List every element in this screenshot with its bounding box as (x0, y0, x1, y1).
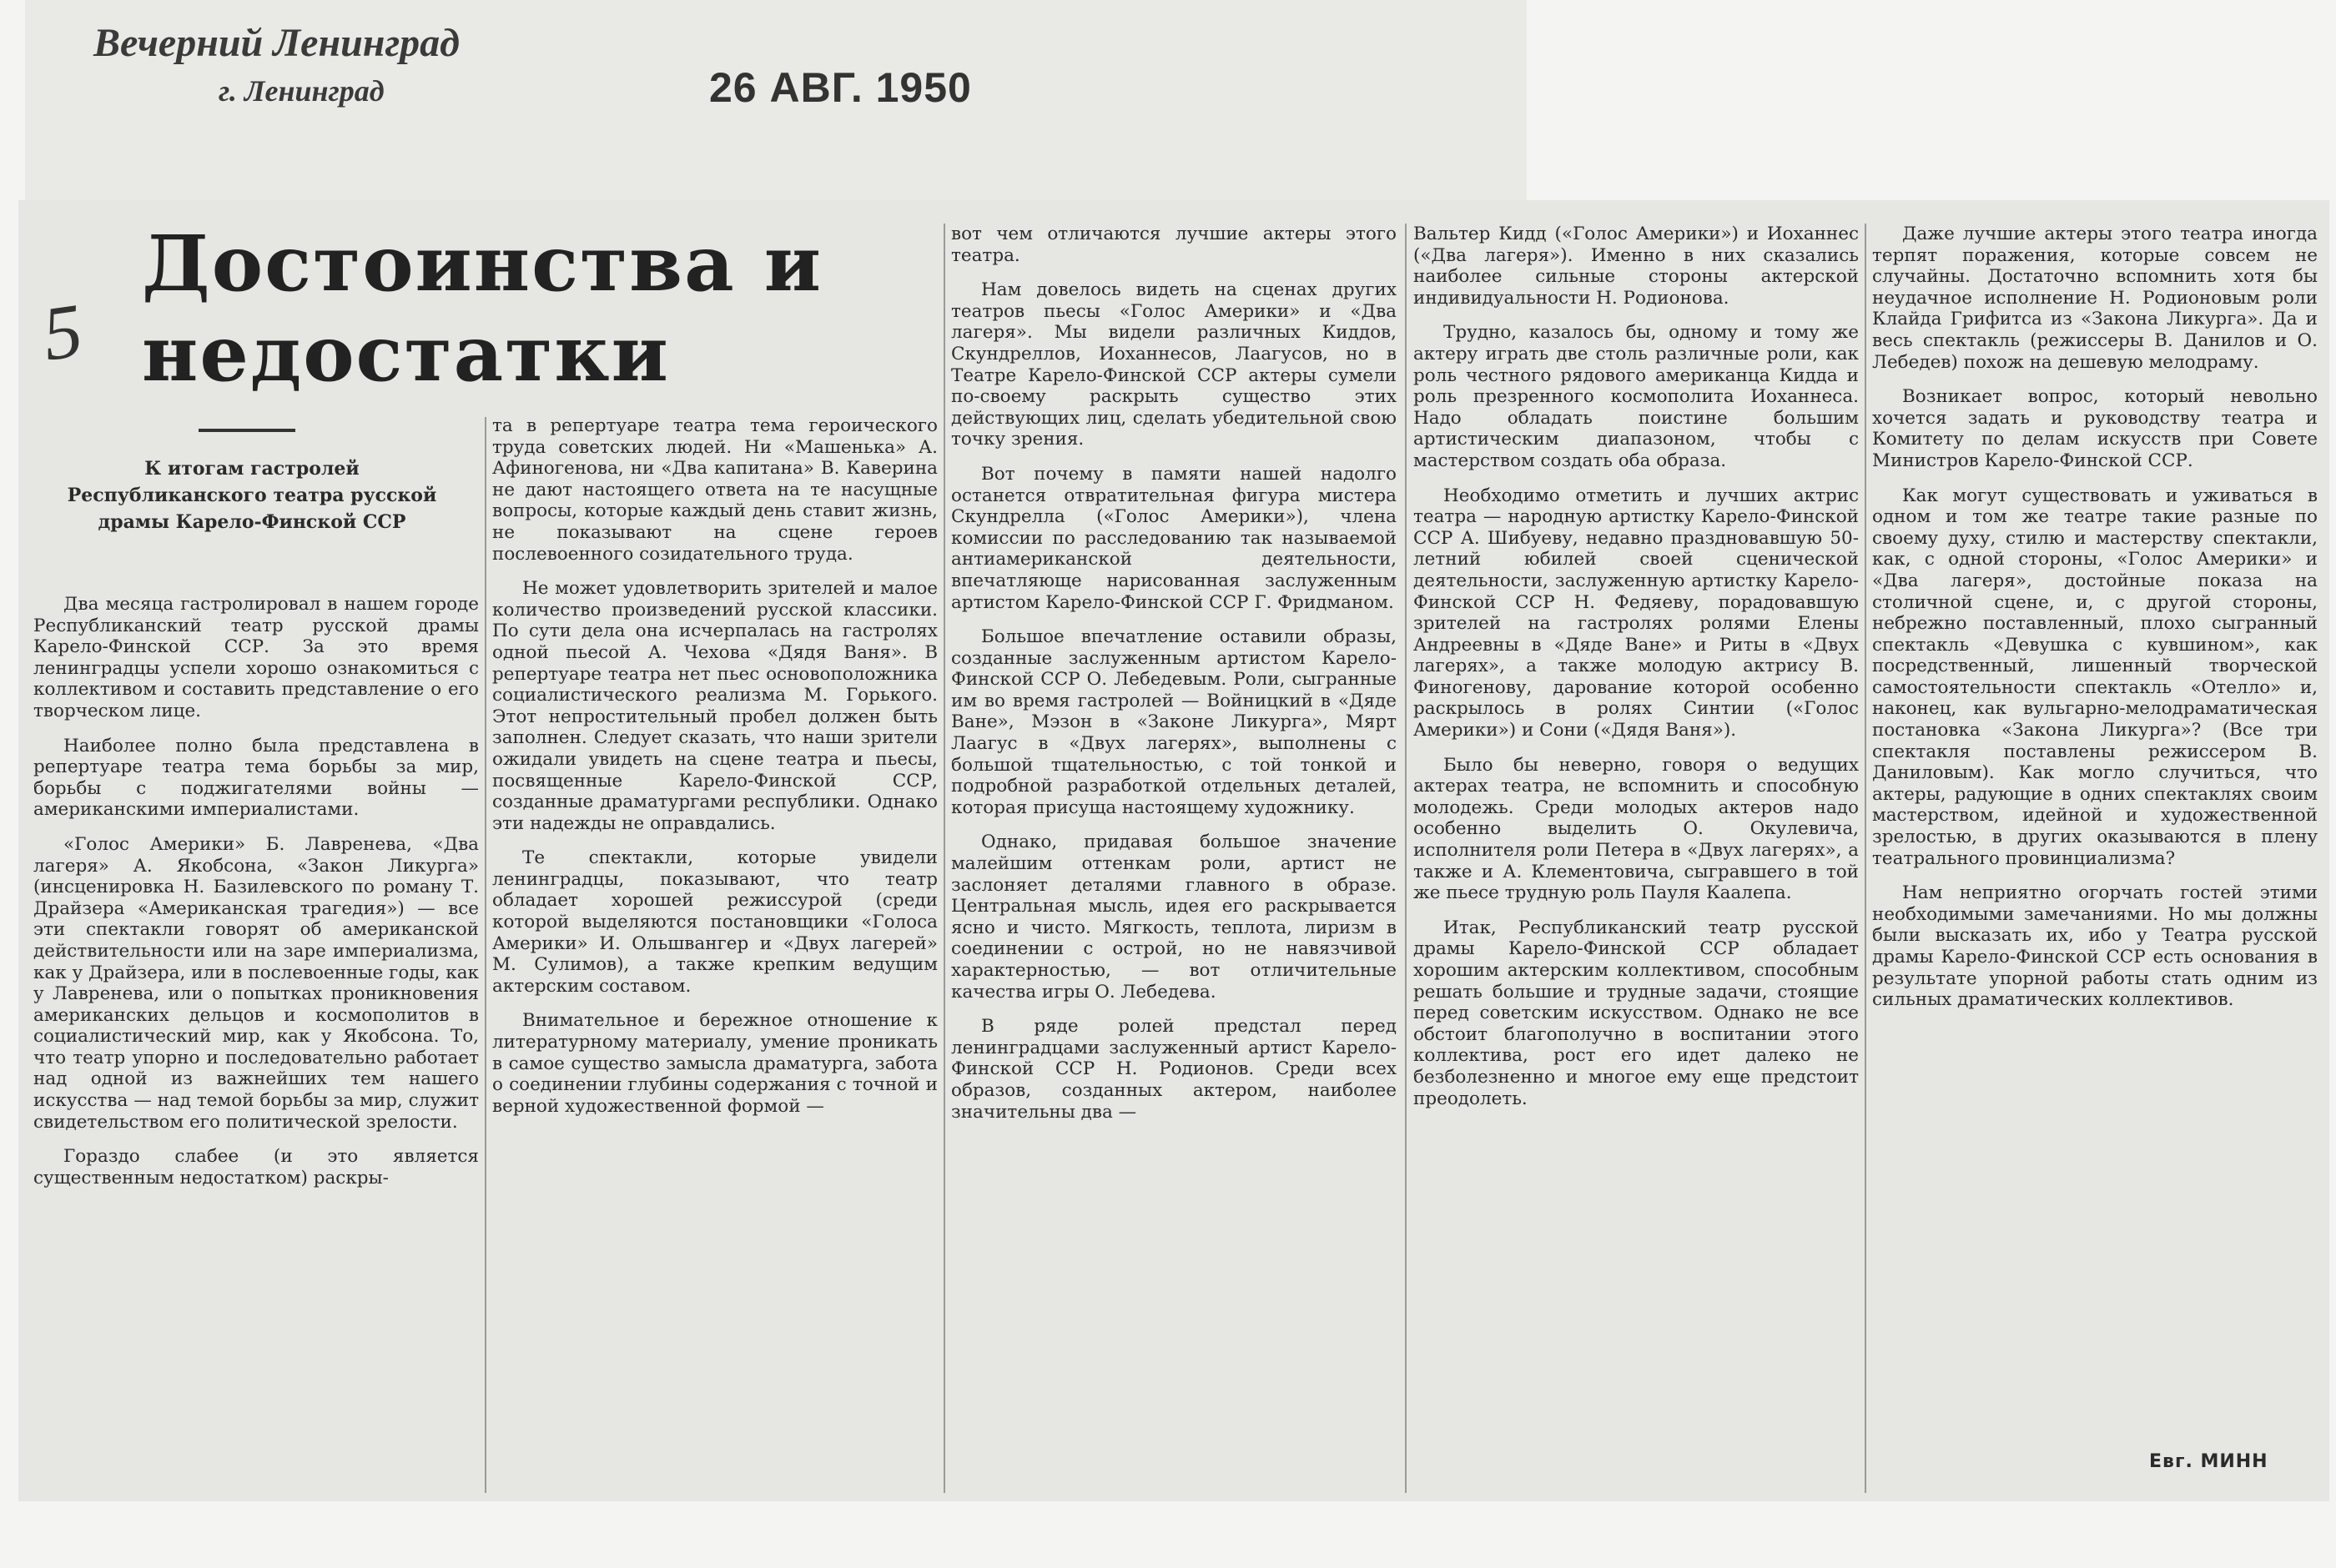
paragraph: Было бы неверно, говоря о ведущих актерах театра, не вспомнить и способную молодежь. Среди молодых актеров надо особенно выделить О. Окулевича, исполнителя роли Петера в «Двух лагерях», а также и А. Клементовича, сыгравшего в той же пьесе трудную роль Пауля Каалепа. (1413, 754, 1859, 904)
column-divider (944, 224, 945, 1493)
margin-handwritten-mark: 5 (38, 287, 88, 377)
article-subtitle: К итогам гастролей Республиканского театра русской драмы Карело-Финской ССР (67, 458, 437, 533)
paragraph: Нам довелось видеть на сценах других театров пьесы «Голос Америки» и «Два лагеря». Мы видели различных Киддов, Скундреллов, Иоханнесов, Лаагусов, но в Театре Карело-Финской ССР актеры сумели по-своему раскрыть существо этих действующих лиц, сделать убедительной свою точку зрения. (951, 279, 1397, 450)
paragraph: Вот почему в памяти нашей надолго останется отвратительная фигура мистера Скундрелла («Голос Америки»), члена комиссии по расследованию так называемой антиамериканской деятельности, впечатляюще нарисованная заслуженным артистом Карело-Финской ССР Г. Фридманом. (951, 463, 1397, 613)
author-signature: Евг. МИНН (2149, 1451, 2268, 1472)
article-column-3 (951, 224, 1397, 1136)
article-title: Достоинства и недостатки (142, 219, 823, 399)
article-column-2 (492, 415, 938, 1130)
paragraph: Итак, Республиканский театр русской драмы Карело-Финской ССР обладает хорошим актерским коллективом, способным решать большие и трудные задачи, стоящие перед советским искусством. Однако не все обстоит благополучно в воспитании этого коллектива, рост его идет далеко не безболезненно и многое ему еще предстоит преодолеть. (1413, 917, 1859, 1109)
column-divider (1865, 224, 1866, 1493)
paragraph: Трудно, казалось бы, одному и тому же актеру играть две столь различные роли, как роль честного рядового американца Кидда и роль презренного космополита Иоханнеса. Надо обладать поистине большим артистическим диапазоном, чтобы с мастерством создать оба образа. (1413, 322, 1859, 471)
paragraph: В ряде ролей предстал перед ленинградцами заслуженный артист Карело-Финской ССР Н. Родионов. Среди всех образов, созданных актером, наиболее значительны два — (951, 1016, 1397, 1123)
date-stamp: 26 АВГ. 1950 (709, 64, 972, 111)
paragraph: «Голос Америки» Б. Лавренева, «Два лагеря» А. Якобсона, «Закон Ликурга» (инсценировка Н. Базилевского по роману Т. Драйзера «Американская трагедия») — все эти спектакли говорят об американской действительности или на заре империализма, как у Драйзера, или в послевоенные годы, как у Лавренева, или о попытках проникновения американских дельцов и космополитов в социалистический мир, как у Якобсона. То, что театр упорно и последовательно работает над одной из важнейших тем нашего искусства — над темой борьбы за мир, служит свидетельством его политической зрелости. (33, 833, 479, 1133)
paragraph: Нам неприятно огорчать гостей этими необходимыми замечаниями. Но мы должны были высказать их, ибо у Театра русской драмы Карело-Финской ССР есть основания в результате упорной работы стать одним из сильных драматических коллективов. (1872, 882, 2318, 1011)
paragraph: Не может удовлетворить зрителей и малое количество произведений русской классики. По сути дела она исчерпалась на гастролях одной пьесой А. Чехова «Дядя Ваня». В репертуаре театра нет пьес основоположника социалистического реализма М. Горького. Этот непростительный пробел должен быть заполнен. Следует сказать, что наши зрители ожидали увидеть на сцене театра и пьесы, посвященные Карело-Финской ССР, созданные драматургами республики. Однако эти надежды не оправдались. (492, 578, 938, 834)
paragraph: Внимательное и бережное отношение к литературному материалу, умение проникать в самое существо замысла драматурга, забота о соединении глубины содержания с точной и верной художественной формой — (492, 1010, 938, 1117)
paragraph: Вальтер Кидд («Голос Америки») и Иоханнес («Два лагеря»). Именно в них сказались наиболее сильные стороны актерской индивидуальности Н. Родионова. (1413, 224, 1859, 309)
article-column-1 (33, 594, 479, 1202)
paragraph: Даже лучшие актеры этого театра иногда терпят поражения, которые совсем не случайны. Достаточно вспомнить хотя бы неудачное исполнение Н. Родионовым роли Клайда Грифитса из «Закона Ликурга». Да и весь спектакль (режиссеры В. Данилов и О. Лебедев) похож на дешевую мелодраму. (1872, 224, 2318, 373)
paragraph: Наиболее полно была представлена в репертуаре театра тема борьбы за мир, борьбы с поджигателями войны — американскими империалистами. (33, 735, 479, 821)
column-divider (1405, 224, 1407, 1493)
paragraph: Гораздо слабее (и это является существенным недостатком) раскры- (33, 1146, 479, 1189)
article-column-4 (1413, 224, 1859, 1123)
paragraph: Два месяца гастролировал в нашем городе Республиканский театр русской драмы Карело-Финской ССР. За это время ленинградцы успели хорошо ознакомиться с коллективом и составить представление о его творческом лице. (33, 594, 479, 721)
paragraph: Как могут существовать и уживаться в одном и том же театре такие разные по своему духу, стилю и мастерству спектакли, как, с одной стороны, «Голос Америки» и «Два лагеря», достойные показа на столичной сцене, и, с другой стороны, небрежно поставленный, плохо сыгранный спектакль «Девушка с кувшином», как посредственный, лишенный творческой самостоятельности спектакль «Отелло» и, наконец, как вульгарно-мелодраматическая постановка «Закона Ликурга»? (Все три спектакля поставлены режиссером В. Даниловым). Как могло случиться, что актеры, радующие в одних спектаклях своим мастерством, идейной и художественной зрелостью, в других оказываются в плену театрального провинциализма? (1872, 485, 2318, 869)
column-divider (485, 417, 486, 1493)
publication-name: Вечерний Ленинград (93, 21, 460, 65)
paragraph: Необходимо отметить и лучших актрис театра — народную артистку Карело-Финской ССР А. Шибуеву, недавно праздновавшую 50-летний юбилей своей сценической деятельности, заслуженную артистку Карело-Финской ССР Н. Федяеву, порадовавшую зрителей на гастролях ролями Елены Андреевны в «Дяде Ване» и Риты в «Двух лагерях», а также молодую актрису В. Финогенову, дарование которой особенно раскрылось в ролях Синтии («Голос Америки») и Сони («Дядя Ваня»). (1413, 485, 1859, 741)
paragraph: Те спектакли, которые увидели ленинградцы, показывают, что театр обладает хорошей режиссурой (среди которой выделяются постановщики «Голоса Америки» И. Ольшвангер и «Двух лагерей» М. Сулимов), а также крепким ведущим актерским составом. (492, 847, 938, 997)
paragraph: Большое впечатление оставили образы, созданные заслуженным артистом Карело-Финской ССР О. Лебедевым. Роли, сыгранные им во время гастролей — Войницкий в «Дяде Ване», Мэзон в «Законе Ликурга», Мярт Лаагус в «Двух лагерях», выполнены с большой тщательностью, с той тонкой и подробной разработкой отдельных деталей, которая присуща настоящему художнику. (951, 626, 1397, 818)
paragraph: вот чем отличаются лучшие актеры этого театра. (951, 224, 1397, 266)
article-column-5 (1872, 224, 2318, 1024)
paragraph: Однако, придавая большое значение малейшим оттенкам роли, артист не заслоняет деталями главного в образе. Центральная мысль, идея его раскрывается ясно и чисто. Мягкость, теплота, лиризм в соединении с острой, но не навязчивой характерностью, — вот отличительные качества игры О. Лебедева. (951, 832, 1397, 1003)
paragraph: та в репертуаре театра тема героического труда советских людей. Ни «Машенька» А. Афиногенова, ни «Два капитана» В. Каверина не дают настоящего ответа на те насущные вопросы, которые каждый день ставит жизнь, не показывают на сцене героев послевоенного созидательного труда. (492, 415, 938, 565)
paragraph: Возникает вопрос, который невольно хочется задать и руководству театра и Комитету по делам искусств при Совете Министров Карело-Финской ССР. (1872, 386, 2318, 471)
title-divider (199, 429, 295, 432)
publication-city: г. Ленинград (219, 74, 385, 108)
